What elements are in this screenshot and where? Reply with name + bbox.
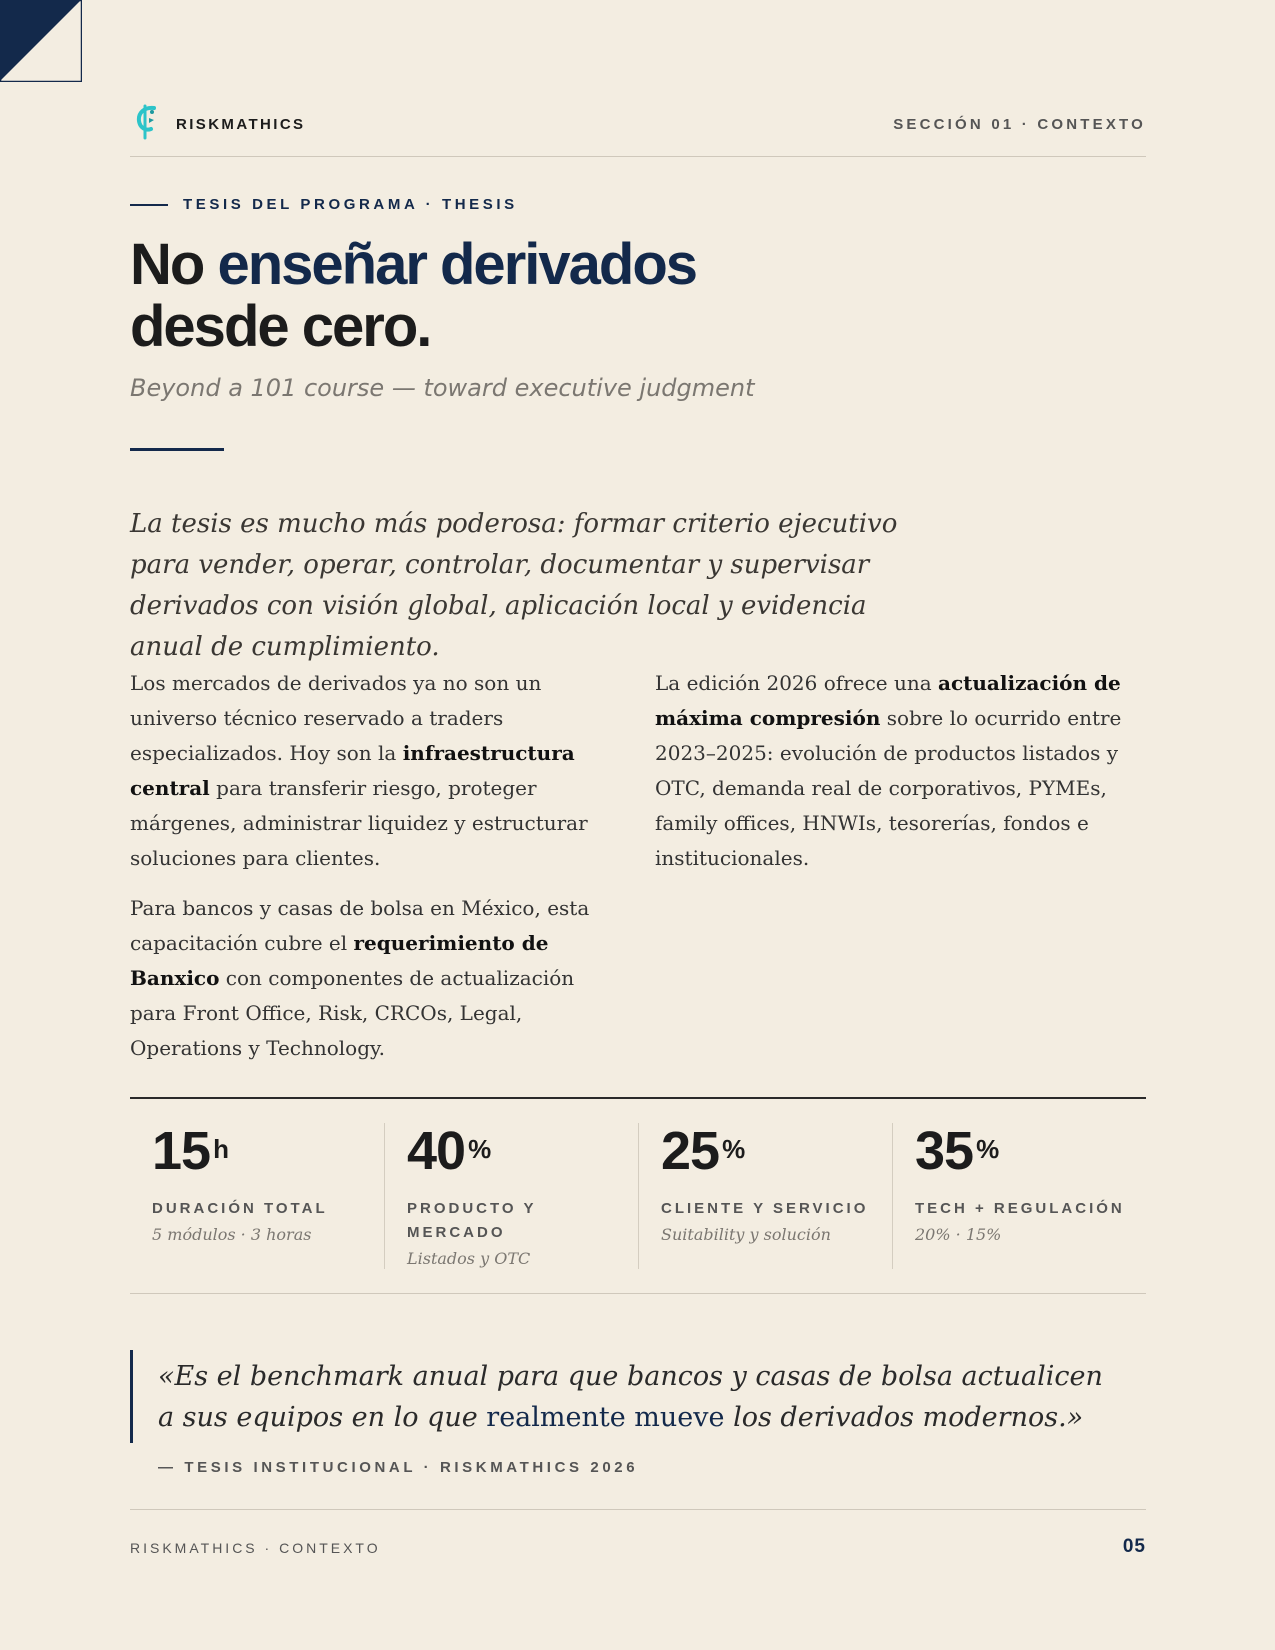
footer-label: RISKMATHICS · CONTEXTO xyxy=(130,1540,381,1556)
lead-paragraph: La tesis es mucho más poderosa: formar criterio ejecutivo para vender, operar, controlar, documentar y supervisar derivados con visión global, aplicación local y evidencia anual de cumplimiento. xyxy=(130,509,898,662)
stat-value: 25 % xyxy=(661,1121,746,1181)
brand-name: RISKMATHICS xyxy=(176,116,306,133)
page-title: No enseñar derivados desde cero. xyxy=(130,232,697,359)
stat-client-service xyxy=(638,1123,891,1269)
body-paragraph: Los mercados de derivados ya no son un universo técnico reservado a traders especializados. Hoy son la infraestructura central para transferir riesgo, proteger márgenes, administrar liquidez y estructurar soluciones para clientes. xyxy=(130,671,588,870)
body-paragraph: Para bancos y casas de bolsa en México, esta capacitación cubre el requerimiento de Banxico con componentes de actualización para Front Office, Risk, CRCOs, Legal, Operations y Technology. xyxy=(130,896,590,1060)
stat-label: TECH + REGULACIÓN xyxy=(915,1200,1125,1217)
page-footer xyxy=(130,1509,1146,1557)
quote-highlight: realmente mueve xyxy=(486,1402,725,1433)
stats-row xyxy=(130,1097,1146,1294)
body-column-left xyxy=(130,666,608,1081)
stat-detail: Suitability y solución xyxy=(661,1225,831,1244)
stat-value: 40 % xyxy=(407,1121,492,1181)
stat-detail: Listados y OTC xyxy=(407,1249,531,1268)
stat-value: 35 % xyxy=(915,1121,1000,1181)
stat-label: CLIENTE Y SERVICIO xyxy=(661,1200,869,1217)
page-header xyxy=(130,104,1146,157)
body-paragraph: La edición 2026 ofrece una actualización de máxima compresión sobre lo ocurrido entre 2023–2025: evolución de productos listados y OTC, demanda real de corporativos, PYMEs, family offices, HNWIs, tesorerías, fondos e institucionales. xyxy=(655,671,1122,870)
stat-label: PRODUCTO Y MERCADO xyxy=(407,1200,537,1241)
stat-detail: 20% · 15% xyxy=(915,1225,1002,1244)
stat-label: DURACIÓN TOTAL xyxy=(152,1200,328,1217)
corner-decoration xyxy=(0,0,82,82)
quote-accent-bar xyxy=(130,1350,133,1443)
quote-attribution: — TESIS INSTITUCIONAL · RISKMATHICS 2026 xyxy=(158,1459,639,1476)
stat-detail: 5 módulos · 3 horas xyxy=(152,1225,312,1244)
riskmathics-logo-icon xyxy=(134,104,160,140)
title-divider xyxy=(130,448,224,451)
title-accent: enseñar derivados xyxy=(217,232,697,297)
eyebrow-label: TESIS DEL PROGRAMA · THESIS xyxy=(183,196,518,213)
section-label: SECCIÓN 01 · CONTEXTO xyxy=(893,116,1146,133)
stat-duration xyxy=(130,1123,383,1269)
page-number: 05 xyxy=(1122,1536,1146,1557)
page-subtitle: Beyond a 101 course — toward executive judgment xyxy=(130,374,755,402)
stat-tech-regulation xyxy=(892,1123,1145,1269)
body-column-right xyxy=(655,666,1140,891)
stat-product-market xyxy=(384,1123,637,1269)
eyebrow-rule xyxy=(130,204,168,206)
stat-value: 15 $^h$ xyxy=(152,1121,229,1181)
pull-quote: «Es el benchmark anual para que bancos y casas de bolsa actualicen a sus equipos en lo que realmente mueve los derivados modernos.» xyxy=(158,1361,1103,1433)
